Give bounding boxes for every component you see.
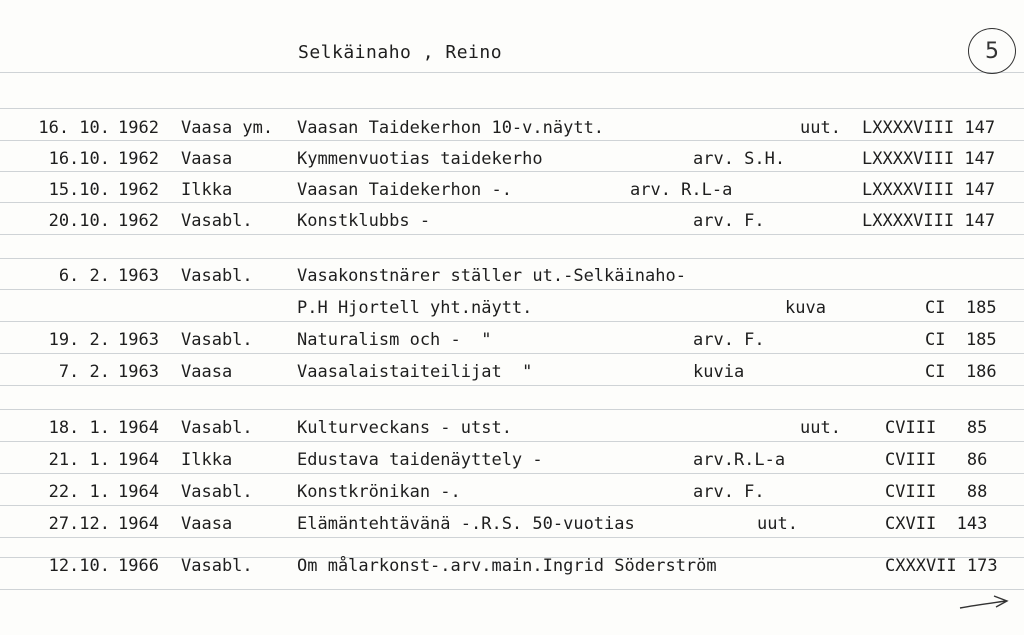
entry-note: uut. [800,418,841,438]
rule-line [0,234,1024,235]
entry-note: arv. F. [693,330,765,350]
entry-reference: CI 185 [925,330,997,350]
entry-reference: LXXXXVIII 147 [862,149,996,169]
entry-newspaper: Vaasa [181,514,233,534]
rule-line [0,321,1024,322]
entry-year: 1964 [118,450,159,470]
rule-line [0,473,1024,474]
entry-date: 7. 2. [58,362,110,382]
rule-line [0,72,1024,73]
entry-year: 1963 [118,266,159,286]
entry-title: Vasakonstnärer ställer ut.-Selkäinaho- [297,266,686,286]
entry-reference: CI 185 [925,298,997,318]
entry-newspaper: Vaasa [181,149,233,169]
entry-date: 22. 1. [48,482,110,502]
entry-reference: CVIII 88 [885,482,988,502]
rule-line [0,171,1024,172]
entry-year: 1966 [118,556,159,576]
entry-newspaper: Ilkka [181,180,233,200]
entry-title: Naturalism och - " [297,330,492,350]
entry-date: 15.10. [48,180,110,200]
entry-title: Edustava taidenäyttely - [297,450,543,470]
entry-year: 1963 [118,362,159,382]
entry-reference: LXXXXVIII 147 [862,211,996,231]
entry-date: 16.10. [48,149,110,169]
rule-line [0,409,1024,410]
entry-note: arv.R.L-a [693,450,786,470]
entry-note: uut. [757,514,798,534]
entry-title: Elämäntehtävänä -.R.S. 50-vuotias [297,514,635,534]
rule-line [0,385,1024,386]
entry-title: Vaasalaistaiteilijat " [297,362,533,382]
rule-line [0,505,1024,506]
rule-line [0,589,1024,590]
rule-line [0,140,1024,141]
entry-year: 1962 [118,211,159,231]
entry-newspaper: Vasabl. [181,330,253,350]
entry-year: 1963 [118,330,159,350]
entry-reference: LXXXXVIII 147 [862,180,996,200]
entry-note: arv. R.L-a [630,180,733,200]
entry-title: Om målarkonst-.arv.main.Ingrid Söderström [297,556,717,576]
entry-newspaper: Vasabl. [181,418,253,438]
rule-line [0,202,1024,203]
rule-line [0,108,1024,109]
entry-date: 20.10. [48,211,110,231]
entry-year: 1962 [118,118,159,138]
card-number: 5 [985,38,999,64]
rule-line [0,441,1024,442]
rule-line [0,353,1024,354]
entry-title: Kulturveckans - utst. [297,418,512,438]
entry-date: 6. 2. [58,266,110,286]
entry-title: Kymmenvuotias taidekerho [297,149,543,169]
entry-newspaper: Vasabl. [181,266,253,286]
entry-newspaper: Vaasa ym. [181,118,274,138]
entry-title: Vaasan Taidekerhon -. [297,180,512,200]
entry-date: 19. 2. [48,330,110,350]
arrow-right-icon [958,594,1012,616]
entry-title: P.H Hjortell yht.näytt. [297,298,533,318]
entry-note: arv. F. [693,211,765,231]
rule-line [0,289,1024,290]
entry-newspaper: Vasabl. [181,211,253,231]
entry-reference: CVIII 86 [885,450,988,470]
entry-newspaper: Vasabl. [181,556,253,576]
entry-reference: CI 186 [925,362,997,382]
rule-line [0,537,1024,538]
entry-note: uut. [800,118,841,138]
entry-date: 21. 1. [48,450,110,470]
entry-reference: CXXXVII 173 [885,556,998,576]
entry-date: 12.10. [48,556,110,576]
entry-newspaper: Ilkka [181,450,233,470]
entry-year: 1962 [118,149,159,169]
entry-year: 1964 [118,514,159,534]
entry-reference: CVIII 85 [885,418,988,438]
entry-newspaper: Vaasa [181,362,233,382]
entry-date: 27.12. [48,514,110,534]
entry-reference: CXVII 143 [885,514,988,534]
entry-note: arv. S.H. [693,149,786,169]
rule-line [0,258,1024,259]
entry-title: Konstklubbs - [297,211,431,231]
entry-year: 1962 [118,180,159,200]
entry-date: 16. 10. [38,118,110,138]
entry-year: 1964 [118,482,159,502]
entry-title: Konstkrönikan -. [297,482,461,502]
entry-reference: LXXXXVIII 147 [862,118,996,138]
entry-title: Vaasan Taidekerhon 10-v.näytt. [297,118,605,138]
card-title: Selkäinaho , Reino [298,42,503,63]
entry-date: 18. 1. [48,418,110,438]
entry-year: 1964 [118,418,159,438]
entry-note: kuva [785,298,826,318]
entry-newspaper: Vasabl. [181,482,253,502]
entry-note: kuvia [693,362,745,382]
entry-note: arv. F. [693,482,765,502]
card-number-badge [968,28,1016,74]
